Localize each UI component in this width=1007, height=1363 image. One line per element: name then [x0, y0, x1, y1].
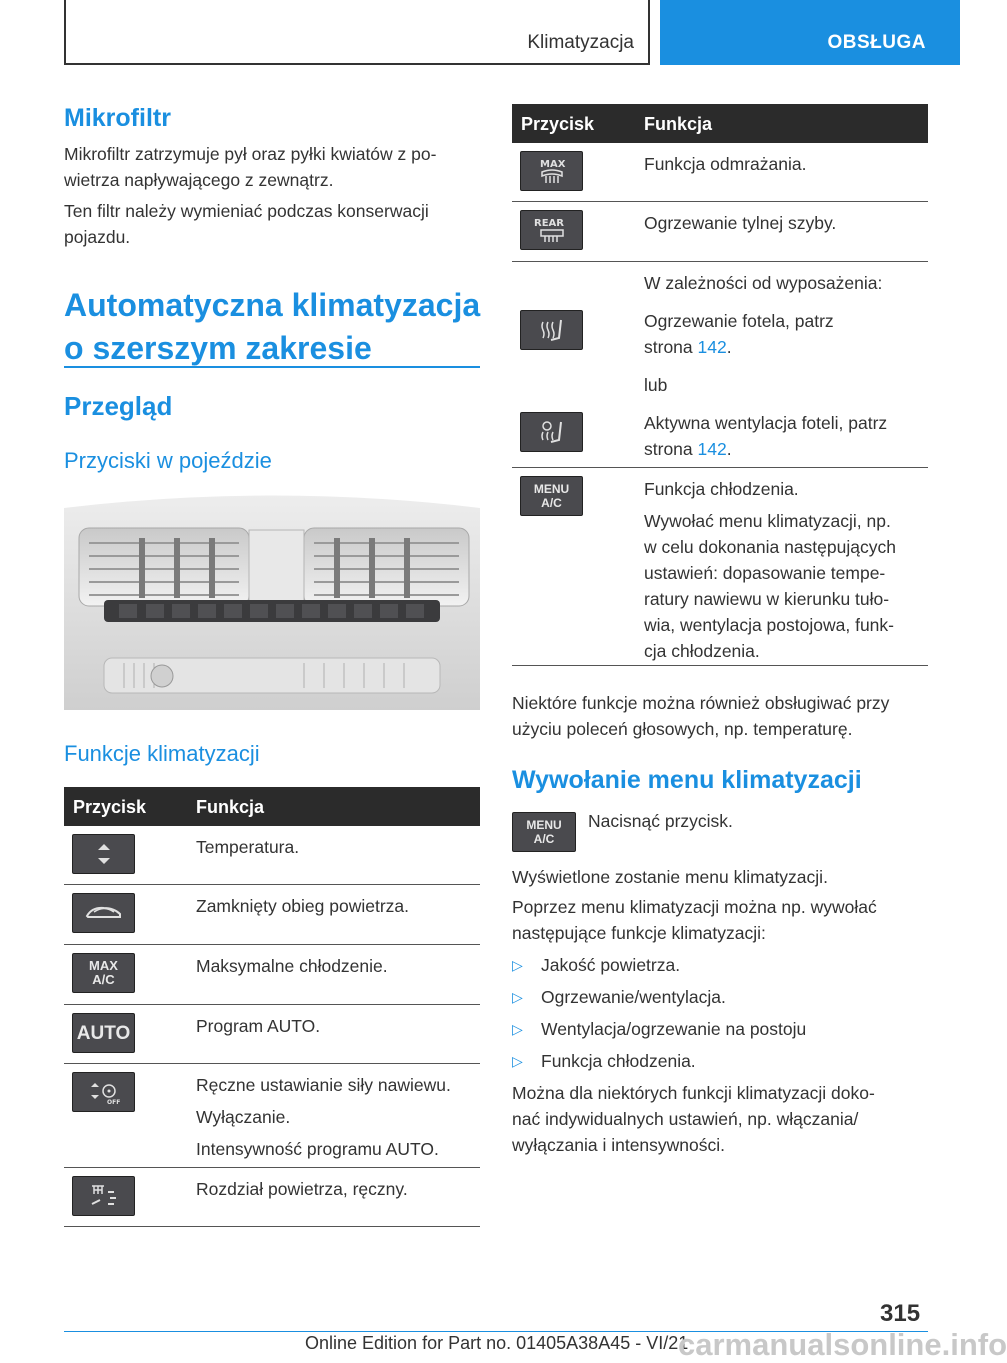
- list-item-text: Funkcja chłodzenia.: [541, 1051, 696, 1071]
- air-distribution-icon: [72, 1176, 135, 1216]
- table-row: [64, 945, 480, 1005]
- triangle-bullet-icon: ▷: [512, 1021, 523, 1037]
- rear-defrost-icon: [520, 210, 583, 250]
- mikrofiltr-paragraph-2: [64, 198, 429, 250]
- list-item-text: Jakość powietrza.: [541, 955, 681, 975]
- text-line: nać indywidualnych ustawień, np. włączania/: [512, 1109, 859, 1129]
- table-row: [64, 826, 480, 885]
- svg-text:OFF: OFF: [106, 1099, 120, 1106]
- page-link[interactable]: 142: [697, 337, 727, 357]
- text-line: użyciu poleceń głosowych, np. temperaturę.: [512, 719, 853, 739]
- przeglad-heading: Przegląd: [64, 391, 173, 421]
- triangle-bullet-icon: ▷: [512, 1053, 523, 1069]
- auto-klima-heading: [64, 284, 480, 370]
- text-line: wietrza napływającego z zewnątrz.: [64, 170, 334, 190]
- icon-label: MENU A/C: [526, 818, 562, 846]
- list-item-text: Wentylacja/ogrzewanie na postoju: [541, 1019, 807, 1039]
- final-paragraph: [512, 1080, 875, 1158]
- col-header-button: Przycisk: [73, 797, 147, 817]
- dashboard-illustration: [64, 488, 480, 710]
- text-line: Można dla niektórych funkcji klimatyzacji doko-: [512, 1083, 875, 1103]
- seat-heating-icon: [520, 310, 583, 350]
- functions-table-left: [64, 787, 480, 1227]
- svg-text:MAX: MAX: [539, 159, 565, 170]
- function-text: Intensywność programu AUTO.: [196, 1139, 439, 1159]
- voice-note: [512, 690, 889, 742]
- dashboard-photo: [64, 488, 480, 710]
- table-row: [64, 885, 480, 945]
- footer-edition: Online Edition for Part no. 01405A38A45 - VI/21: [305, 1333, 689, 1353]
- list-item: [512, 1048, 696, 1074]
- text-line: pojazdu.: [64, 227, 131, 247]
- function-text: w celu dokonania następujących: [644, 537, 896, 557]
- function-text: Funkcja chłodzenia.: [644, 479, 799, 499]
- col-header-function: Funkcja: [196, 797, 265, 817]
- przyciski-heading: Przyciski w pojeździe: [64, 448, 272, 473]
- watermark: carmanualsonline.info: [678, 1327, 1007, 1362]
- mikrofiltr-heading: Mikrofiltr: [64, 104, 171, 132]
- function-text: lub: [644, 375, 668, 395]
- list-item: [512, 1016, 806, 1042]
- menu-ac-icon: [520, 476, 583, 516]
- funkcje-heading: Funkcje klimatyzacji: [64, 741, 260, 766]
- list-item: [512, 984, 726, 1010]
- chapter-tab[interactable]: [660, 0, 960, 65]
- text-line: Poprzez menu klimatyzacji można np. wywołać: [512, 897, 877, 917]
- icon-label: MENU A/C: [533, 482, 570, 510]
- max-ac-icon: [72, 953, 135, 993]
- function-text: Program AUTO.: [196, 1016, 321, 1036]
- table-row: [64, 1005, 480, 1064]
- section-title: Klimatyzacja: [527, 32, 634, 53]
- triangle-bullet-icon: ▷: [512, 989, 523, 1005]
- recirculation-car-icon: [72, 893, 135, 933]
- header-box: [64, 0, 650, 65]
- text-line: Niektóre funkcje można również obsługiwać przy: [512, 693, 890, 713]
- temperature-arrows-icon: [72, 834, 135, 874]
- function-text: ustawień: dopasowanie tempe-: [644, 563, 886, 583]
- menu-shown-text: Wyświetlone zostanie menu klimatyzacji.: [512, 867, 828, 887]
- function-text: Aktywna wentylacja foteli, patrz: [644, 413, 888, 433]
- fan-off-icon: [72, 1072, 135, 1112]
- max-defrost-icon: [520, 151, 583, 191]
- heading-line: o szerszym zakresie: [64, 330, 372, 366]
- table-header: [64, 787, 480, 826]
- function-text: Wywołać menu klimatyzacji, np.: [644, 511, 891, 531]
- function-text: Ogrzewanie fotela, patrz: [644, 311, 834, 331]
- menu-ac-button-icon: [512, 812, 576, 852]
- function-text: Ręczne ustawianie siły nawiewu.: [196, 1075, 451, 1095]
- table-row: [64, 1064, 480, 1168]
- function-text: Ogrzewanie tylnej szyby.: [644, 213, 837, 233]
- col-header-function: Funkcja: [644, 114, 713, 134]
- text-line: Ten filtr należy wymieniać podczas konserwacji: [64, 201, 429, 221]
- function-text: cja chłodzenia.: [644, 641, 760, 661]
- function-text: Rozdział powietrza, ręczny.: [196, 1179, 408, 1199]
- menu-press-text: Nacisnąć przycisk.: [588, 811, 733, 831]
- functions-table-right: [512, 104, 928, 666]
- text-line: następujące funkcje klimatyzacji:: [512, 923, 766, 943]
- function-text: ratury nawiewu w kierunku tuło-: [644, 589, 890, 609]
- auto-icon: AUTO: [72, 1013, 135, 1053]
- function-text: Zamknięty obieg powietrza.: [196, 896, 410, 916]
- function-text: Maksymalne chłodzenie.: [196, 956, 388, 976]
- mikrofiltr-paragraph-1: [64, 141, 436, 193]
- text-fragment: strona: [644, 439, 693, 459]
- function-text: wia, wentylacja postojowa, funk-: [644, 615, 894, 635]
- text-fragment: strona: [644, 337, 693, 357]
- text-line: Mikrofiltr zatrzymuje pył oraz pyłki kwiatów z po-: [64, 144, 437, 164]
- svg-text:REAR: REAR: [533, 218, 564, 229]
- table-row: [512, 143, 928, 202]
- table-row: [512, 262, 928, 468]
- heading-line: Automatyczna klimatyzacja: [64, 287, 481, 323]
- table-row: [64, 1168, 480, 1227]
- heading-rule: [64, 366, 480, 368]
- page-number: 315: [880, 1300, 921, 1327]
- page-reference: strona 142.: [644, 439, 732, 459]
- menu-heading: Wywołanie menu klimatyzacji: [512, 766, 862, 794]
- table-row: [512, 468, 928, 666]
- function-text: Wyłączanie.: [196, 1107, 291, 1127]
- page-link[interactable]: 142: [697, 439, 727, 459]
- col-header-button: Przycisk: [521, 114, 595, 134]
- chapter-tab-label: OBSŁUGA: [827, 32, 926, 53]
- triangle-bullet-icon: ▷: [512, 957, 523, 973]
- function-text: Temperatura.: [196, 837, 300, 857]
- text-line: wyłączania i intensywności.: [512, 1135, 726, 1155]
- menu-via-text: [512, 894, 877, 946]
- function-text: W zależności od wyposażenia:: [644, 273, 883, 293]
- list-item-text: Ogrzewanie/wentylacja.: [541, 987, 726, 1007]
- icon-label: MAX A/C: [89, 958, 118, 987]
- seat-ventilation-icon: [520, 412, 583, 452]
- function-text: Funkcja odmrażania.: [644, 154, 807, 174]
- page-reference: strona 142.: [644, 337, 732, 357]
- list-item: [512, 952, 680, 978]
- table-row: [512, 202, 928, 262]
- table-header: [512, 104, 928, 143]
